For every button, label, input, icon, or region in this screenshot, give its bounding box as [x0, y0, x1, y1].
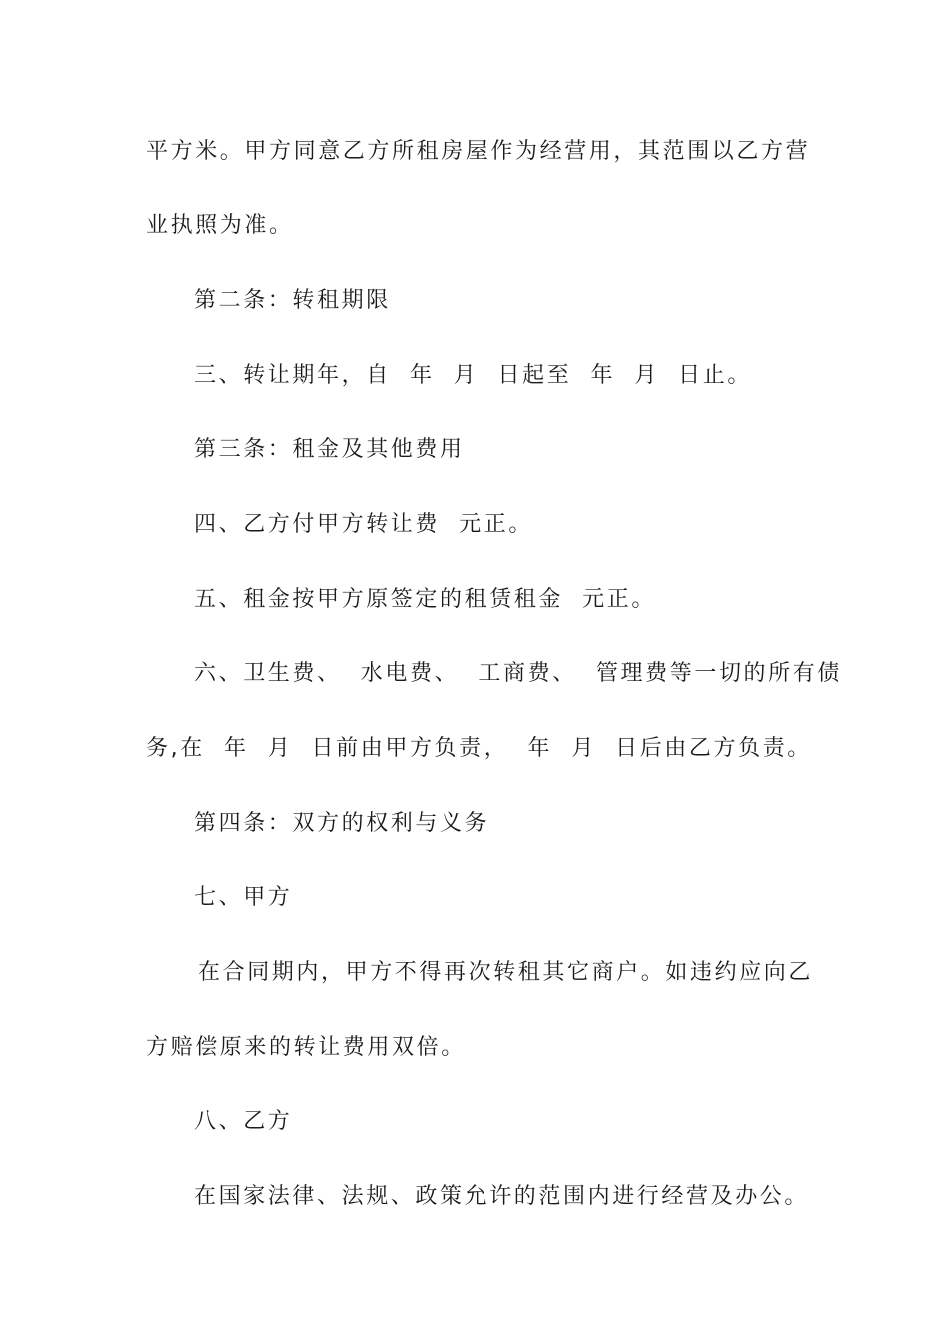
- clause-7-line-1: 在合同期内，甲方不得再次转租其它商户。如违约应向乙: [198, 960, 814, 985]
- paragraph-line-2: 业执照为准。: [146, 213, 294, 238]
- clause-6-line-2: 务,在 年 月 日前由甲方负责， 年 月 日后由乙方负责。: [146, 736, 812, 761]
- clause-8-line-1: 在国家法律、法规、政策允许的范围内进行经营及办公。: [194, 1184, 810, 1209]
- clause-7-line-2: 方赔偿原来的转让费用双倍。: [146, 1035, 466, 1060]
- section-heading-article-2: 第二条：转租期限: [194, 288, 391, 313]
- clause-5: 五、租金按甲方原签定的租赁租金 元正。: [194, 587, 656, 612]
- section-heading-article-3: 第三条：租金及其他费用: [194, 437, 465, 462]
- clause-8-heading: 八、乙方: [194, 1109, 293, 1134]
- paragraph-line-1: 平方米。甲方同意乙方所租房屋作为经营用，其范围以乙方营: [146, 139, 811, 164]
- clause-4: 四、乙方付甲方转让费 元正。: [194, 512, 533, 537]
- clause-3: 三、转让期年，自 年 月 日起至 年 月 日止。: [194, 363, 752, 388]
- clause-7-heading: 七、甲方: [194, 885, 293, 910]
- section-heading-article-4: 第四条：双方的权利与义务: [194, 811, 490, 836]
- clause-6-line-1: 六、卫生费、 水电费、 工商费、 管理费等一切的所有债: [194, 661, 842, 686]
